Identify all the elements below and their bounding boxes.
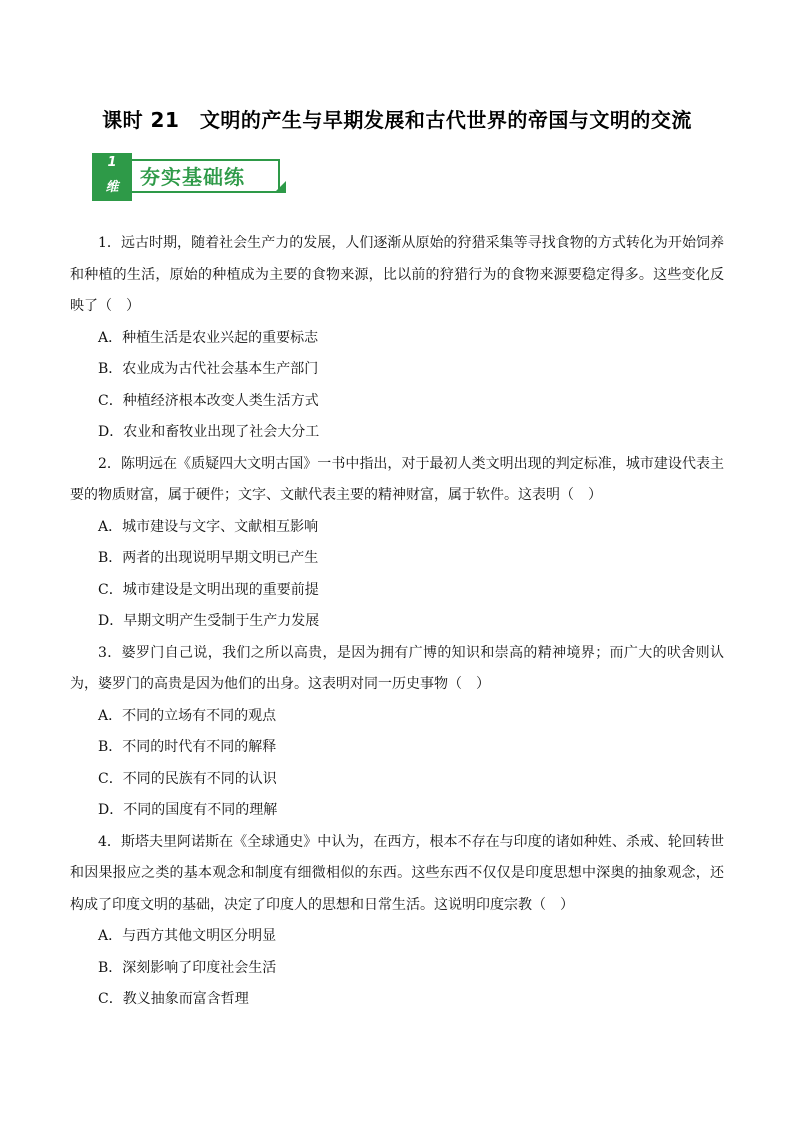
question-3 bbox=[70, 638, 724, 827]
question-stem: 3．婆罗门自己说，我们之所以高贵，是因为拥有广博的知识和崇高的精神境界；而广大的吠舍则认为，婆罗门的高贵是因为他们的出身。这表明对同一历史事物（ ） bbox=[70, 644, 724, 692]
section-tab bbox=[92, 153, 132, 201]
question-4 bbox=[70, 827, 724, 1016]
option-d: D．农业和畜牧业出现了社会大分工 bbox=[98, 424, 320, 440]
section-label: 夯实基础练 bbox=[140, 165, 245, 189]
option-b: B．两者的出现说明早期文明已产生 bbox=[98, 550, 319, 566]
option-a: A．城市建设与文字、文献相互影响 bbox=[98, 518, 319, 535]
option-c: C．教义抽象而富含哲理 bbox=[98, 991, 249, 1007]
option-a: A．种植生活是农业兴起的重要标志 bbox=[98, 329, 319, 346]
section-number: 1 bbox=[107, 155, 117, 170]
option-c: C．不同的民族有不同的认识 bbox=[98, 770, 277, 787]
option-d: D．不同的国度有不同的理解 bbox=[98, 802, 278, 818]
option-b: B．农业成为古代社会基本生产部门 bbox=[98, 361, 319, 377]
question-2 bbox=[70, 449, 724, 638]
question-stem: 1．远古时期，随着社会生产力的发展，人们逐渐从原始的狩猎采集等寻找食物的方式转化为开始饲养和种植的生活，原始的种植成为主要的食物来源，比以前的狩猎行为的食物来源要稳定得多。这些变化反映了（ ） bbox=[70, 235, 724, 314]
option-c: C．城市建设是文明出现的重要前提 bbox=[98, 581, 319, 598]
question-1 bbox=[70, 228, 724, 449]
page-title: 课时 21 文明的产生与早期发展和古代世界的帝国与文明的交流 bbox=[102, 108, 692, 132]
option-d: D．早期文明产生受制于生产力发展 bbox=[98, 613, 320, 629]
option-a: A．不同的立场有不同的观点 bbox=[98, 707, 277, 724]
banner-corner-decoration bbox=[274, 181, 286, 193]
option-a: A．与西方其他文明区分明显 bbox=[98, 928, 277, 944]
question-stem: 2．陈明远在《质疑四大文明古国》一书中指出，对于最初人类文明出现的判定标准，城市建设代表主要的物质财富，属于硬件；文字、文献代表主要的精神财富，属于软件。这表明（ ） bbox=[70, 455, 724, 503]
question-list bbox=[70, 228, 724, 1016]
option-b: B．深刻影响了印度社会生活 bbox=[98, 959, 277, 976]
section-unit: 维 bbox=[105, 180, 119, 195]
option-c: C．种植经济根本改变人类生活方式 bbox=[98, 392, 319, 409]
option-b: B．不同的时代有不同的解释 bbox=[98, 739, 277, 755]
section-banner bbox=[92, 153, 286, 203]
question-stem: 4．斯塔夫里阿诺斯在《全球通史》中认为，在西方，根本不存在与印度的诸如种姓、杀戒、轮回转世和因果报应之类的基本观念和制度有细微相似的东西。这些东西不仅仅是印度思想中深奥的抽象观念，还构成了印度文明的基础，决定了印度人的思想和日常生活。这说明印度宗教（ ） bbox=[70, 833, 724, 913]
